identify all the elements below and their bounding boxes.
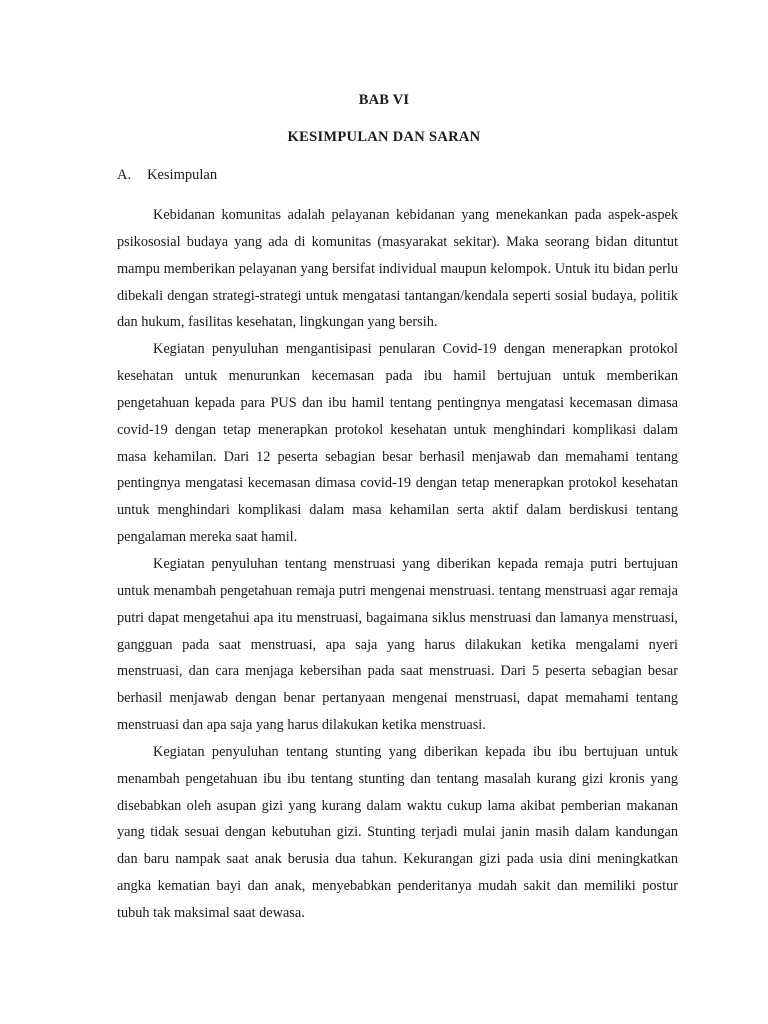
section-letter: A. (117, 167, 132, 183)
paragraph: Kegiatan penyuluhan mengantisipasi penularan Covid-19 dengan menerapkan protokol kesehatan untuk menurunkan kecemasan pada ibu hamil bertujuan untuk memberikan pengetahuan kepada para PUS dan ibu hamil tentang pentingnya mengatasi kecemasan dimasa covid-19 dengan tetap menerapkan protokol kesehatan untuk menghindari komplikasi dalam masa kehamilan. Dari 12 peserta sebagian besar berhasil menjawab dan memahami tentang pentingnya mengatasi kecemasan dimasa covid-19 dengan tetap menerapkan protokol kesehatan untuk menghindari komplikasi dalam masa kehamilan serta aktif dalam berdiskusi tentang pengalaman mereka saat hamil. (117, 341, 678, 546)
body-text (117, 202, 678, 927)
section-heading-text: Kesimpulan (147, 167, 218, 183)
chapter-title: KESIMPULAN DAN SARAN (287, 129, 481, 145)
chapter-heading: BAB VI (358, 92, 410, 108)
paragraph: Kebidanan komunitas adalah pelayanan kebidanan yang menekankan pada aspek-aspek psikososial budaya yang ada di komunitas (masyarakat sekitar). Maka seorang bidan dituntut mampu memberikan pelayanan yang bersifat individual maupun kelompok. Untuk itu bidan perlu dibekali dengan strategi-strategi untuk mengatasi tantangan/kendala seperti sosial budaya, politik dan hukum, fasilitas kesehatan, lingkungan yang bersih. (117, 207, 678, 331)
paragraph: Kegiatan penyuluhan tentang stunting yang diberikan kepada ibu ibu bertujuan untuk menambah pengetahuan ibu ibu tentang stunting dan tentang masalah kurang gizi kronis yang disebabkan oleh asupan gizi yang kurang dalam waktu cukup lama akibat pemberian makanan yang tidak sesuai dengan kebutuhan gizi. Stunting terjadi mulai janin masih dalam kandungan dan baru nampak saat anak berusia dua tahun. Kekurangan gizi pada usia dini meningkatkan angka kematian bayi dan anak, menyebabkan penderitanya mudah sakit dan memiliki postur tubuh tak maksimal saat dewasa. (117, 743, 678, 921)
paragraph: Kegiatan penyuluhan tentang menstruasi yang diberikan kepada remaja putri bertujuan untuk menambah pengetahuan remaja putri mengenai menstruasi. tentang menstruasi agar remaja putri dapat mengetahui apa itu menstruasi, bagaimana siklus menstruasi dan lamanya menstruasi, gangguan pada saat menstruasi, apa saja yang harus dilakukan ketika mengalami nyeri menstruasi, dan cara menjaga kebersihan pada saat menstruasi. Dari 5 peserta sebagian besar berhasil menjawab dengan benar pertanyaan mengenai menstruasi, dapat memahami tentang menstruasi dan apa saja yang harus dilakukan ketika menstruasi. (117, 555, 678, 734)
section-heading (117, 167, 217, 184)
